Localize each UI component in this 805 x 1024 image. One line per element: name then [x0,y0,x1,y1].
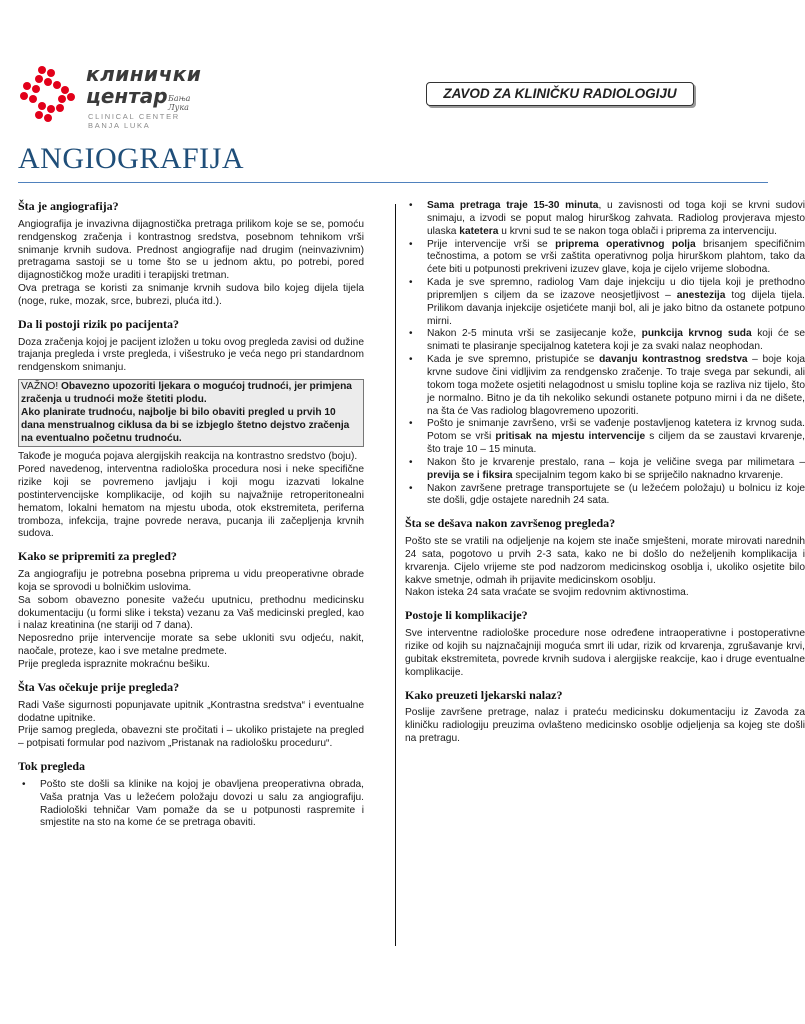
paragraph: Doza zračenja kojoj je pacijent izložen u toku ovog pregleda zavisi od dužine trajanja pregleda i vrste pregleda, i višestruko je veća nego pri standardnom rendgenskom snimanju. [18,336,364,374]
paragraph: Pored navedenog, interventna radiološka procedura nosi i neke specifične rizike koji se povremeno javljaju i koji mogu izazvati lokalne postintervencijske komplikacije, od kojih su najvažnije retroperitonealni hematom, lokalni hematom na mjestu uboda, otok ekstremiteta, periferna tromboza, infekcija, trajne povrede nerava, pucanja ili začepljenja krvnih sudova. [18,464,364,540]
section-heading: Postoje li komplikacije? [405,608,528,623]
procedure-steps-list [405,200,805,508]
paragraph: Angiografija je invazivna dijagnostička pretraga prilikom koje se se, pomoću rendgenskog zračenja i kontrastnog sredstva, posebnom tehnikom vrši snimanje krvnih sudova. Prednost angiografije nad drugim (neinvazivnim) pretragama sastoji se u tome što se u jednom aktu, po potrebi, pored dijagnostičkog može uraditi i terapijski tretman. [18,218,364,282]
procedure-list [18,779,364,830]
list-item: • Sama pretraga traje 15-30 minuta, u zavisnosti od toga koji se krvni sudovi snimaju, a izvodi se poput malog hirurškog zahvata. Radiolog provjerava mjesto ulaska katetera u krvni sud te se nakon toga oblači i priprema za intervenciju. [405,200,805,239]
warning-text-2: Ako planirate trudnoću, najbolje bi bilo obaviti pregled u prvih 10 dana menstrualnog ciklusa da bi se izbjeglo štetno dejstvo zračenja na eventualno početnu trudnoću. [21,406,350,444]
list-item: • Kada je sve spremno, pristupiće se davanju kontrastnog sredstva – boje koja krvne sudove čini vidljivim za rendgensko zračenje. To traje svega par sekundi, ali tokom toga možete osjetiti nelagodnost u smislu topline koja se razliva niz tijelo, što je normalno. Bitno je da tih nekoliko sekundi ostanete potpuno mirni i da ne dišete, na šta će Vas radiolog blagovremeno upozoriti. [405,354,805,418]
logo-city: Бања Лука [168,94,191,112]
department-label: ZAVOD ZA KLINIČKU RADIOLOGIJU [426,82,694,106]
paragraph: Radi Vaše sigurnosti popunjavate upitnik „Kontrastna sredstva“ i eventualne dodatne upitnike. [18,699,364,724]
paragraph: Sve interventne radiološke procedure nose određene intraoperativne i postoperativne rizike od kojih su najznačajniji moguća smrt ili udar, rizik od krvarenja, zgrušavanje krvi, gubitak ekstremiteta, povrede krvnih sudova i alergijske reakcije, kao i druge eventualne komplikacije. [405,628,805,678]
paragraph: Neposredno prije intervencije morate sa sebe ukloniti svu odjeću, nakit, naočale, proteze, kao i sve metalne predmete. [18,633,364,658]
right-column [405,200,805,746]
warning-box [18,379,364,447]
list-item: • Nakon 2-5 minuta vrši se zasijecanje kože, punkcija krvnog suda koji će se snimati te plasiranje specijalnog katetera koji je za svaki nalaz neophodan. [405,328,805,354]
paragraph: Prije pregleda ispraznite mokraćnu bešiku. [18,659,210,670]
section-heading: Kako preuzeti ljekarski nalaz? [405,687,563,702]
logo-latin: CLINICAL CENTER BANJA LUKA [88,112,180,130]
section-heading: Šta je angiografija? [18,199,119,213]
section-heading: Tok pregleda [18,759,86,774]
paragraph: Poslije završene pretrage, nalaz i prateću medicinsku dokumentaciju iz Zavoda za kliničku radiologiju preuzima ovlašteno medicinsko osoblje odjeljenja sa kojeg ste došli na pretragu. [405,707,805,745]
paragraph: Sa sobom obavezno ponesite važeću uputnicu, prethodnu medicinsku dokumentaciju (u formi slike i teksta) vezanu za Vaš medicinski pregled, kao i nalaz kreatinina (ne stariji od 7 dana). [18,594,364,632]
logo-text-line2: центар [86,84,168,108]
paragraph: Nakon isteka 24 sata vraćate se svojim redovnim aktivnostima. [405,587,689,599]
list-item: • Kada je sve spremno, radiolog Vam daje injekciju u dio tijela koji je prethodno pripremljen s ciljem da se izazove neosjetljivost – anestezija tog dijela tijela. Prilikom davanja injekcije osjetićete manji bol, ali je jako bitno da ostanete potpuno mirni. [405,277,805,328]
warning-label: VAŽNO! [21,381,61,393]
page-title: ANGIOGRAFIJA [18,142,245,175]
list-item: • Nakon završene pretrage transportujete se (u ležećem položaju) u bolnicu iz koje ste došli, gdje ostajete narednih 24 sata. [405,483,805,509]
logo-cross-icon [20,64,80,124]
list-item: • Pošto je snimanje završeno, vrši se vađenje postavljenog katetera iz krvnog suda. Potom se vrši pritisak na mjestu intervencije s ciljem da se zaustavi krvarenje, što traje 10 – 15 minuta. [405,418,805,457]
paragraph: Takođe je moguća pojava alergijskih reakcija na kontrastno sredstvo (boju). [18,451,358,463]
warning-text: Obavezno upozoriti ljekara o mogućoj trudnoći, jer primjena zračenja u trudnoći može štetiti plodu. [21,381,352,405]
paragraph: Ova pretraga se koristi za snimanje krvnih sudova bilo kojeg dijela tijela (noge, ruke, mozak, srce, bubrezi, pluća itd.). [18,283,364,307]
section-heading: Da li postoji rizik po pacijenta? [18,316,179,331]
left-column [18,200,364,830]
logo-text-line1: клинички [86,62,202,86]
section-heading: Šta se dešava nakon završenog pregleda? [405,516,616,531]
section-heading: Kako se pripremiti za pregled? [18,549,177,564]
list-item: • Nakon što je krvarenje prestalo, rana – koja je veličine svega par milimetara – previja se i fiksira specijalnim tegom kako bi se spriječilo naknadno krvarenje. [405,457,805,483]
list-item: • Pošto ste došli sa klinike na kojoj je obavljena preoperativna obrada, Vaša pratnja Vas u ležećem položaju dovozi u salu za angiografiju. Radiološki tehničar Vam pomaže da se u potpunosti raspremite i smjestite na sto na kome će se pretraga obaviti. [18,779,364,830]
title-rule [18,182,768,183]
paragraph: Za angiografiju je potrebna posebna priprema u vidu preoperativne obrade koja se sprovodi u bolničkim uslovima. [18,569,364,593]
column-divider [395,204,396,946]
hospital-logo [20,60,210,134]
list-item: • Prije intervencije vrši se priprema operativnog polja brisanjem specifičnim tečnostima, a potom se vrši zaštita operativnog polja hirurškom plahtom, tako da ćete biti u potpunosti prekriveni izuzev glave, koja je cijelo vrijeme slobodna. [405,239,805,278]
paragraph: Prije samog pregleda, obavezni ste pročitati i – ukoliko pristajete na pregled – potpisati formular pod nazivom „Pristanak na radiološku proceduru“. [18,725,364,750]
paragraph: Pošto ste se vratili na odjeljenje na kojem ste inače smješteni, morate mirovati narednih 24 sata, pogotovo u prvih 2-3 sata, kako ne bi došlo do neželjenih komplikacija i krvarenja. Cijelo vrijeme ste pod nadzorom medicinskog osoblja i, ukoliko osjetite bilo kakve smetnje, odmah ih prijavite medicinskom osoblju. [405,536,805,586]
section-heading: Šta Vas očekuje prije pregleda? [18,679,180,694]
